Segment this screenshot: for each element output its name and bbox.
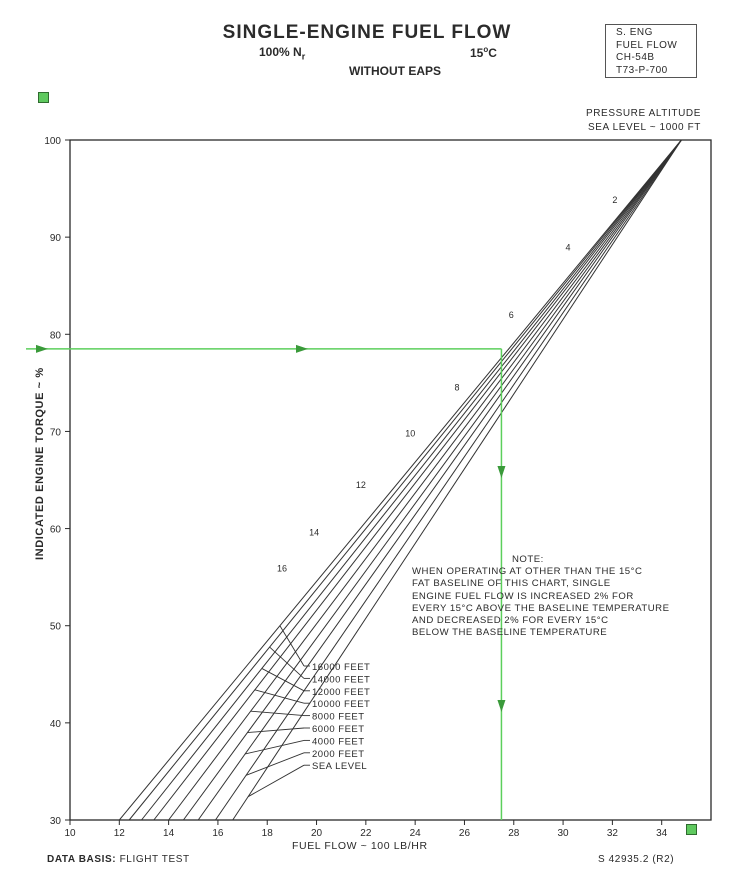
note-line: FAT BASELINE OF THIS CHART, SINGLE [412, 578, 611, 590]
y-tick-label: 100 [44, 136, 61, 147]
series-line [183, 140, 681, 820]
x-tick-label: 24 [409, 828, 421, 839]
x-tick-label: 16 [212, 828, 224, 839]
y-tick-label: 90 [49, 233, 61, 245]
id-line: T73-P-700 [616, 64, 668, 76]
altitude-label: 6 [508, 309, 514, 320]
note-line: AND DECREASED 2% FOR EVERY 15°C [412, 615, 609, 627]
legend-title-line-2: SEA LEVEL ~ 1000 FT [587, 122, 701, 133]
temperature-unit: C [488, 46, 497, 60]
y-axis-label: INDICATED ENGINE TORQUE ~ % [34, 367, 46, 560]
legend-title-line-1: PRESSURE ALTITUDE [585, 108, 701, 119]
note-title: NOTE: [512, 554, 544, 565]
id-line: CH-54B [616, 52, 655, 63]
series-line [141, 140, 681, 820]
altitude-label: 10 [405, 428, 416, 439]
altitude-label: 2 [612, 195, 618, 206]
legend-label: 16000 FEET [312, 662, 371, 673]
guide-arrow [497, 466, 505, 478]
x-tick-label: 28 [508, 828, 520, 839]
legend-label: 14000 FEET [312, 674, 371, 686]
guide-arrow [497, 700, 505, 712]
series-line [169, 140, 682, 820]
legend-label: 8000 FEET [312, 711, 365, 723]
series-line [215, 140, 681, 820]
note-line: WHEN OPERATING AT OTHER THAN THE 15°C [412, 566, 643, 578]
y-tick-label: 50 [49, 621, 61, 633]
y-tick-label: 80 [49, 330, 61, 342]
altitude-label: 8 [454, 382, 460, 393]
series-line [233, 140, 682, 820]
x-axis-label: FUEL FLOW ~ 100 LB/HR [292, 840, 428, 852]
legend-label: 12000 FEET [312, 686, 371, 698]
x-tick-label: 18 [261, 828, 273, 839]
x-tick-label: 26 [458, 828, 471, 839]
x-tick-label: 12 [113, 828, 125, 839]
note-line: BELOW THE BASELINE TEMPERATURE [412, 627, 608, 639]
x-tick-label: 14 [163, 828, 175, 839]
y-tick-label: 40 [49, 718, 61, 730]
series-line [198, 140, 681, 820]
altitude-label: 4 [565, 242, 571, 253]
x-tick-label: 22 [360, 828, 372, 839]
x-tick-label: 30 [557, 828, 569, 839]
altitude-label: 14 [309, 527, 320, 538]
note-block [412, 554, 712, 639]
x-tick-label: 32 [606, 828, 618, 839]
y-tick-label: 60 [49, 524, 61, 536]
chart-reference-id: S 42935.2 (R2) [598, 854, 675, 865]
legend-label: SEA LEVEL [312, 761, 368, 773]
rotor-speed-value: 100% N [259, 45, 302, 59]
data-basis-label: DATA BASIS: [47, 854, 117, 865]
legend-leader [245, 740, 304, 754]
data-basis [47, 854, 190, 865]
rotor-speed-subscript: r [301, 51, 306, 62]
guide-arrow [36, 345, 48, 353]
plot-area [26, 136, 711, 839]
altitude-label: 12 [355, 479, 366, 490]
series-line [119, 140, 681, 820]
x-tick-label: 20 [310, 828, 323, 839]
series-line [154, 140, 682, 820]
guide-arrow [296, 345, 308, 353]
x-tick-label: 10 [64, 828, 76, 839]
legend-label: 4000 FEET [312, 736, 365, 748]
temperature-value: 15 [470, 46, 484, 60]
y-tick-label: 30 [49, 816, 61, 827]
series-line [129, 140, 681, 820]
note-line: ENGINE FUEL FLOW IS INCREASED 2% FOR [412, 590, 634, 602]
chart-title: SINGLE-ENGINE FUEL FLOW [222, 22, 512, 43]
altitude-label: 16 [277, 563, 288, 574]
y-tick-label: 70 [49, 427, 61, 439]
legend-label: 6000 FEET [312, 724, 365, 735]
configuration-label: WITHOUT EAPS [349, 64, 441, 78]
legend-leader [248, 765, 304, 796]
data-basis-value: FLIGHT TEST [119, 854, 190, 865]
id-line: S. ENG [616, 27, 653, 38]
plot-frame [70, 140, 711, 820]
x-tick-label: 34 [656, 828, 668, 839]
legend-label: 2000 FEET [312, 748, 365, 760]
temperature-degree: o [483, 45, 489, 54]
id-line: FUEL FLOW [616, 39, 678, 51]
legend-leader [251, 711, 304, 715]
legend-label: 10000 FEET [312, 699, 371, 711]
note-line: EVERY 15°C ABOVE THE BASELINE TEMPERATURE [412, 602, 670, 614]
